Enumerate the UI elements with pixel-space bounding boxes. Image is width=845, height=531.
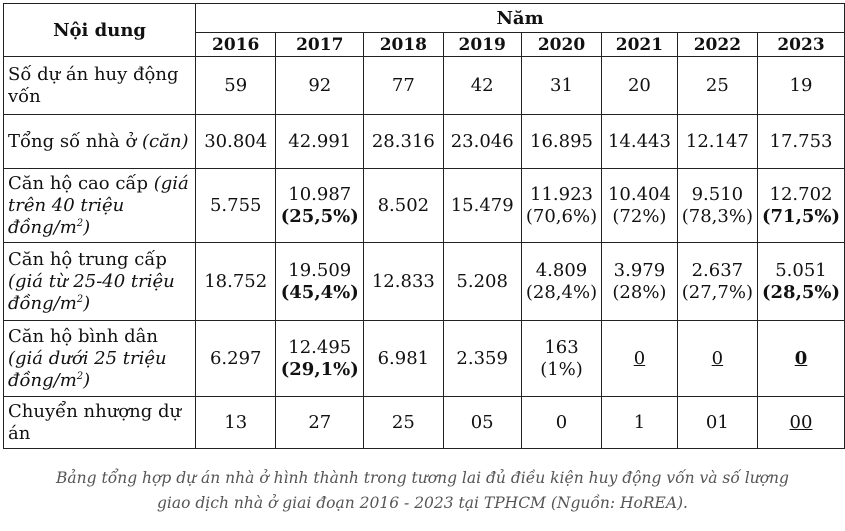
row-label: Căn hộ trung cấp (giá từ 25-40 triệu đồng/$m^2$) [4, 243, 196, 321]
caption-line-1: Bảng tổng hợp dự án nhà ở hình thành trong tương lai đủ điều kiện huy động vốn và số lượng [56, 469, 789, 487]
table-cell: 12.495 (29,1%) [276, 321, 364, 397]
table-cell: 17.753 [757, 115, 844, 169]
year-2016: 2016 [196, 33, 276, 57]
table-cell: 10.404 (72%) [602, 169, 678, 243]
table-cell: 4.809 (28,4%) [521, 243, 601, 321]
table-cell: 0 [677, 321, 757, 397]
table-cell: 05 [443, 397, 521, 449]
table-cell: 31 [521, 57, 601, 115]
table-cell: 18.752 [196, 243, 276, 321]
year-2017: 2017 [276, 33, 364, 57]
table-caption [0, 466, 845, 516]
table-cell: 59 [196, 57, 276, 115]
table-cell: 30.804 [196, 115, 276, 169]
table-cell: 10.987 (25,5%) [276, 169, 364, 243]
table-row [4, 243, 845, 321]
table-cell: 0 [521, 397, 601, 449]
table-cell: 12.147 [677, 115, 757, 169]
table-cell: 5.051 (28,5%) [757, 243, 844, 321]
header-content: Nội dung [4, 4, 196, 57]
table-cell: 25 [364, 397, 443, 449]
table-cell: 77 [364, 57, 443, 115]
table-cell: 3.979 (28%) [602, 243, 678, 321]
table-cell: 92 [276, 57, 364, 115]
row-label: Căn hộ cao cấp (giá trên 40 triệu đồng/$m^2$) [4, 169, 196, 243]
table-row [4, 57, 845, 115]
table-cell: 2.637 (27,7%) [677, 243, 757, 321]
year-2021: 2021 [602, 33, 678, 57]
table-cell: 8.502 [364, 169, 443, 243]
table-cell: 1 [602, 397, 678, 449]
data-table-wrapper [3, 3, 845, 449]
year-2019: 2019 [443, 33, 521, 57]
table-cell: 5.208 [443, 243, 521, 321]
table-cell: 2.359 [443, 321, 521, 397]
table-cell: 42 [443, 57, 521, 115]
table-cell: 14.443 [602, 115, 678, 169]
table-cell: 6.297 [196, 321, 276, 397]
table-cell: 27 [276, 397, 364, 449]
header-year: Năm [196, 4, 845, 33]
table-cell: 28.316 [364, 115, 443, 169]
housing-projects-table [3, 3, 845, 449]
year-2020: 2020 [521, 33, 601, 57]
table-cell: 11.923 (70,6%) [521, 169, 601, 243]
table-cell: 12.702 (71,5%) [757, 169, 844, 243]
table-row [4, 321, 845, 397]
year-2018: 2018 [364, 33, 443, 57]
row-label: Tổng số nhà ở (căn) [4, 115, 196, 169]
table-cell: 12.833 [364, 243, 443, 321]
table-cell: 25 [677, 57, 757, 115]
caption-line-2: giao dịch nhà ở giai đoạn 2016 - 2023 tại TPHCM (Nguồn: HoREA). [157, 494, 688, 512]
table-cell: 0 [602, 321, 678, 397]
table-cell: 13 [196, 397, 276, 449]
row-label: Căn hộ bình dân (giá dưới 25 triệu đồng/$m^2$) [4, 321, 196, 397]
table-cell: 0 [757, 321, 844, 397]
year-2023: 2023 [757, 33, 844, 57]
table-row [4, 397, 845, 449]
table-cell: 15.479 [443, 169, 521, 243]
table-cell: 9.510 (78,3%) [677, 169, 757, 243]
table-cell: 19 [757, 57, 844, 115]
table-cell: 20 [602, 57, 678, 115]
row-label: Số dự án huy động vốn [4, 57, 196, 115]
table-row [4, 169, 845, 243]
table-cell: 5.755 [196, 169, 276, 243]
table-cell: 19.509 (45,4%) [276, 243, 364, 321]
table-cell: 6.981 [364, 321, 443, 397]
table-cell: 23.046 [443, 115, 521, 169]
table-cell: 163 (1%) [521, 321, 601, 397]
row-label: Chuyển nhượng dự án [4, 397, 196, 449]
table-cell: 00 [757, 397, 844, 449]
table-cell: 16.895 [521, 115, 601, 169]
table-row [4, 115, 845, 169]
table-cell: 01 [677, 397, 757, 449]
table-cell: 42.991 [276, 115, 364, 169]
year-2022: 2022 [677, 33, 757, 57]
